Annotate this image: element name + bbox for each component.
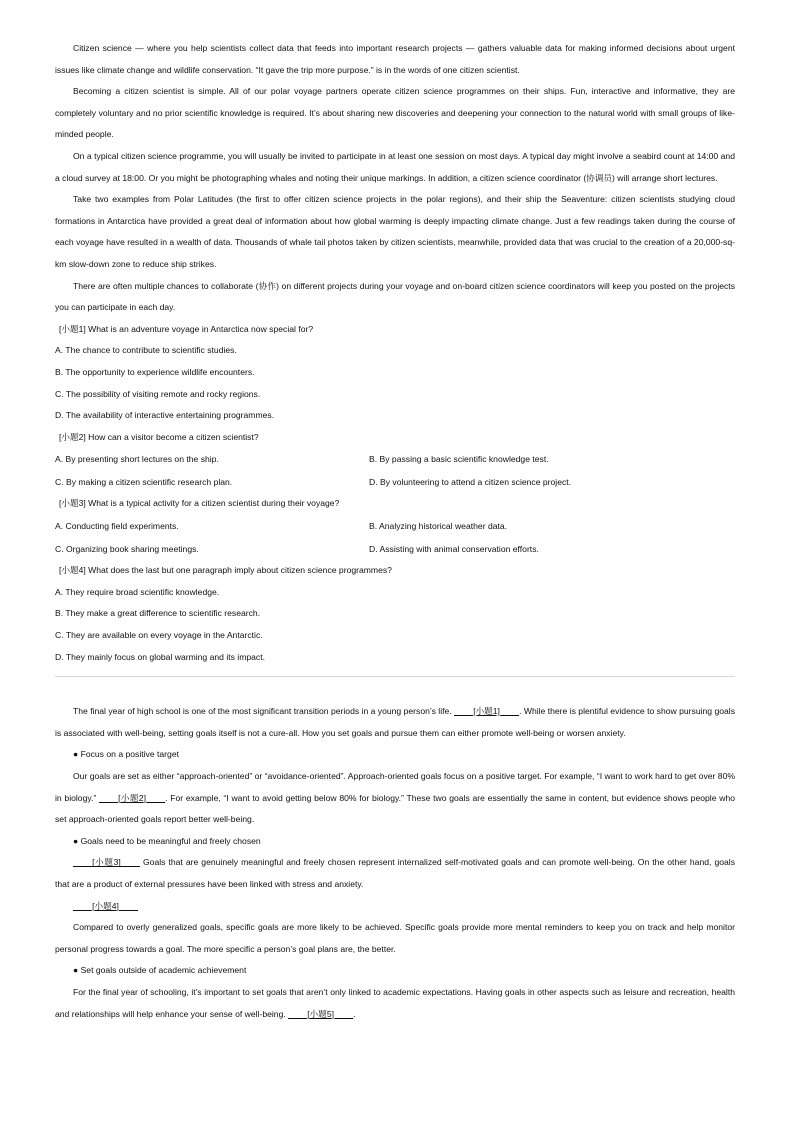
passage2-p1-text-before: The final year of high school is one of the most significant transition periods in a young person’s life. (73, 706, 455, 717)
question-3-option-d[interactable]: D. Assisting with animal conservation efforts. (369, 543, 539, 554)
passage1-paragraph-1: Citizen science — where you help scientists collect data that feeds into important research projects — gathers valuable data for making informed decisions about urgent issues like climate change and wildlife conservation. “It gave the trip more purpose.” is in the words of one citizen scientist. (55, 43, 735, 75)
question-2-options-row-2 (55, 471, 735, 494)
question-4-option-d[interactable]: D. They mainly focus on global warming and its impact. (55, 651, 266, 662)
document-page (55, 38, 735, 1025)
question-2-option-a[interactable]: A. By presenting short lectures on the ship. (55, 454, 219, 465)
blank-1[interactable]: ____[小题1]____ (454, 706, 520, 717)
question-3-stem: [小题3] What is a typical activity for a citizen scientist during their voyage? (59, 498, 340, 509)
question-3 (55, 493, 735, 560)
question-2 (55, 427, 735, 494)
section-divider (55, 676, 735, 677)
question-2-option-d[interactable]: D. By volunteering to attend a citizen science project. (369, 476, 572, 487)
question-2-option-b[interactable]: B. By passing a basic scientific knowledge test. (369, 454, 549, 465)
question-4-option-c[interactable]: C. They are available on every voyage in the Antarctic. (55, 630, 263, 641)
heading-positive-target: ● Focus on a positive target (73, 749, 179, 760)
question-4-stem: [小题4] What does the last but one paragraph imply about citizen science programmes? (59, 565, 392, 576)
question-3-option-b[interactable]: B. Analyzing historical weather data. (369, 521, 508, 532)
passage1-paragraph-5: There are often multiple chances to collaborate (协作) on different projects during your voyage and on-board citizen science coordinators will keep you posted on the projects you can participate in each day. (55, 280, 735, 313)
question-1-option-c[interactable]: C. The possibility of visiting remote and rocky regions. (55, 388, 261, 399)
heading-meaningful-goals: ● Goals need to be meaningful and freely chosen (73, 835, 261, 846)
question-1-option-a[interactable]: A. The chance to contribute to scientific studies. (55, 345, 237, 356)
question-3-options-row-2 (55, 538, 735, 561)
passage2-p5-text-before: For the final year of schooling, it’s important to set goals that aren’t only linked to academic expectations. Having goals in other aspects such as leisure and recreation, health and relationships will help enhance your sense of well-being. (55, 986, 735, 1019)
passage1-paragraph-4: Take two examples from Polar Latitudes (the first to offer citizen science projects in the polar regions), and their ship the Seaventure: citizen scientists studying cloud formations in Antarctica have provided a great deal of information about how global warming is deeply impacting climate change. Just a few readings taken during the course of each voyage have resulted in a wealth of data. Thousands of whale tail photos taken by citizen scientists, meanwhile, provided data that was crucial to the creation of a 20,000-sq-km slow-down zone to reduce ship strikes. (55, 194, 735, 269)
passage2-paragraph-2 (55, 766, 735, 831)
passage2-blank-4-line (55, 896, 735, 918)
passage2-paragraph-1 (55, 701, 735, 744)
question-3-option-a[interactable]: A. Conducting field experiments. (55, 521, 179, 532)
question-4 (55, 560, 735, 668)
question-3-option-c[interactable]: C. Organizing book sharing meetings. (55, 543, 199, 554)
blank-2[interactable]: ____[小题2]____ (99, 792, 166, 803)
blank-5[interactable]: ____[小题5]____ (288, 1008, 354, 1019)
passage-2 (55, 701, 735, 1025)
question-4-option-a[interactable]: A. They require broad scientific knowledge. (55, 586, 220, 597)
question-1-stem: [小题1] What is an adventure voyage in Antarctica now special for? (59, 323, 314, 334)
passage-1 (55, 38, 735, 319)
passage2-paragraph-4: Compared to overly generalized goals, specific goals are more likely to be achieved. Specific goals provide more mental reminders to keep you on track and help monitor personal progress towards a goal. The more specific a person’s goal plans are, the better. (55, 922, 735, 954)
question-2-stem: [小题2] How can a visitor become a citizen scientist? (59, 431, 259, 442)
passage2-p2-text-after: . For example, “I want to avoid getting below 80% for biology.” These two goals are essentially the same in content, but evidence shows people who set approach-oriented goals report better well-being. (55, 792, 736, 825)
question-4-option-b[interactable]: B. They make a great difference to scientific research. (55, 608, 261, 619)
passage2-p5-text-after: . (353, 1008, 356, 1019)
question-1 (55, 319, 735, 427)
passage2-p1-text-after: . While there is plentiful evidence to show pursuing goals is associated with well-being, setting goals itself is not a cure-all. How you set goals and pursue them can either promote well-being or worsen anxiety. (55, 706, 735, 738)
passage2-paragraph-3 (55, 852, 735, 895)
passage2-p3-text-after: Goals that are genuinely meaningful and freely chosen represent internalized self-motivated goals and can promote well-being. On the other hand, goals that are a product of external pressures have been linked with stress and anxiety. (55, 857, 735, 889)
passage2-p2-text-before: Our goals are set as either “approach-oriented” or “avoidance-oriented”. Approach-oriented goals focus on a positive target. For example, “I want to work hard to get over 80% in biology.” (55, 771, 735, 803)
passage1-paragraph-3: On a typical citizen science programme, you will usually be invited to participate in at least one session on most days. A typical day might involve a seabird count at 14:00 and a cloud survey at 18:00. Or you might be photographing whales and noting their unique markings. In addition, a citizen science coordinator (协调员) will arrange short lectures. (55, 150, 735, 183)
heading-outside-academic: ● Set goals outside of academic achievement (73, 965, 247, 976)
passage1-paragraph-2: Becoming a citizen scientist is simple. All of our polar voyage partners operate citizen science programmes on their ships. Fun, interactive and informative, they are completely voluntary and no prior scientific knowledge is required. It’s about sharing new discoveries and deepening your connection to the natural world with small groups of like-minded people. (55, 86, 735, 140)
question-1-option-d[interactable]: D. The availability of interactive entertaining programmes. (55, 410, 275, 421)
question-1-option-b[interactable]: B. The opportunity to experience wildlife encounters. (55, 366, 255, 377)
question-2-option-c[interactable]: C. By making a citizen scientific research plan. (55, 476, 233, 487)
passage2-paragraph-5 (55, 982, 735, 1025)
question-3-options-row-1 (55, 515, 735, 538)
question-2-options-row-1 (55, 448, 735, 471)
blank-3[interactable]: ____[小题3]____ (73, 857, 140, 868)
blank-4[interactable]: ____[小题4]____ (73, 900, 138, 911)
